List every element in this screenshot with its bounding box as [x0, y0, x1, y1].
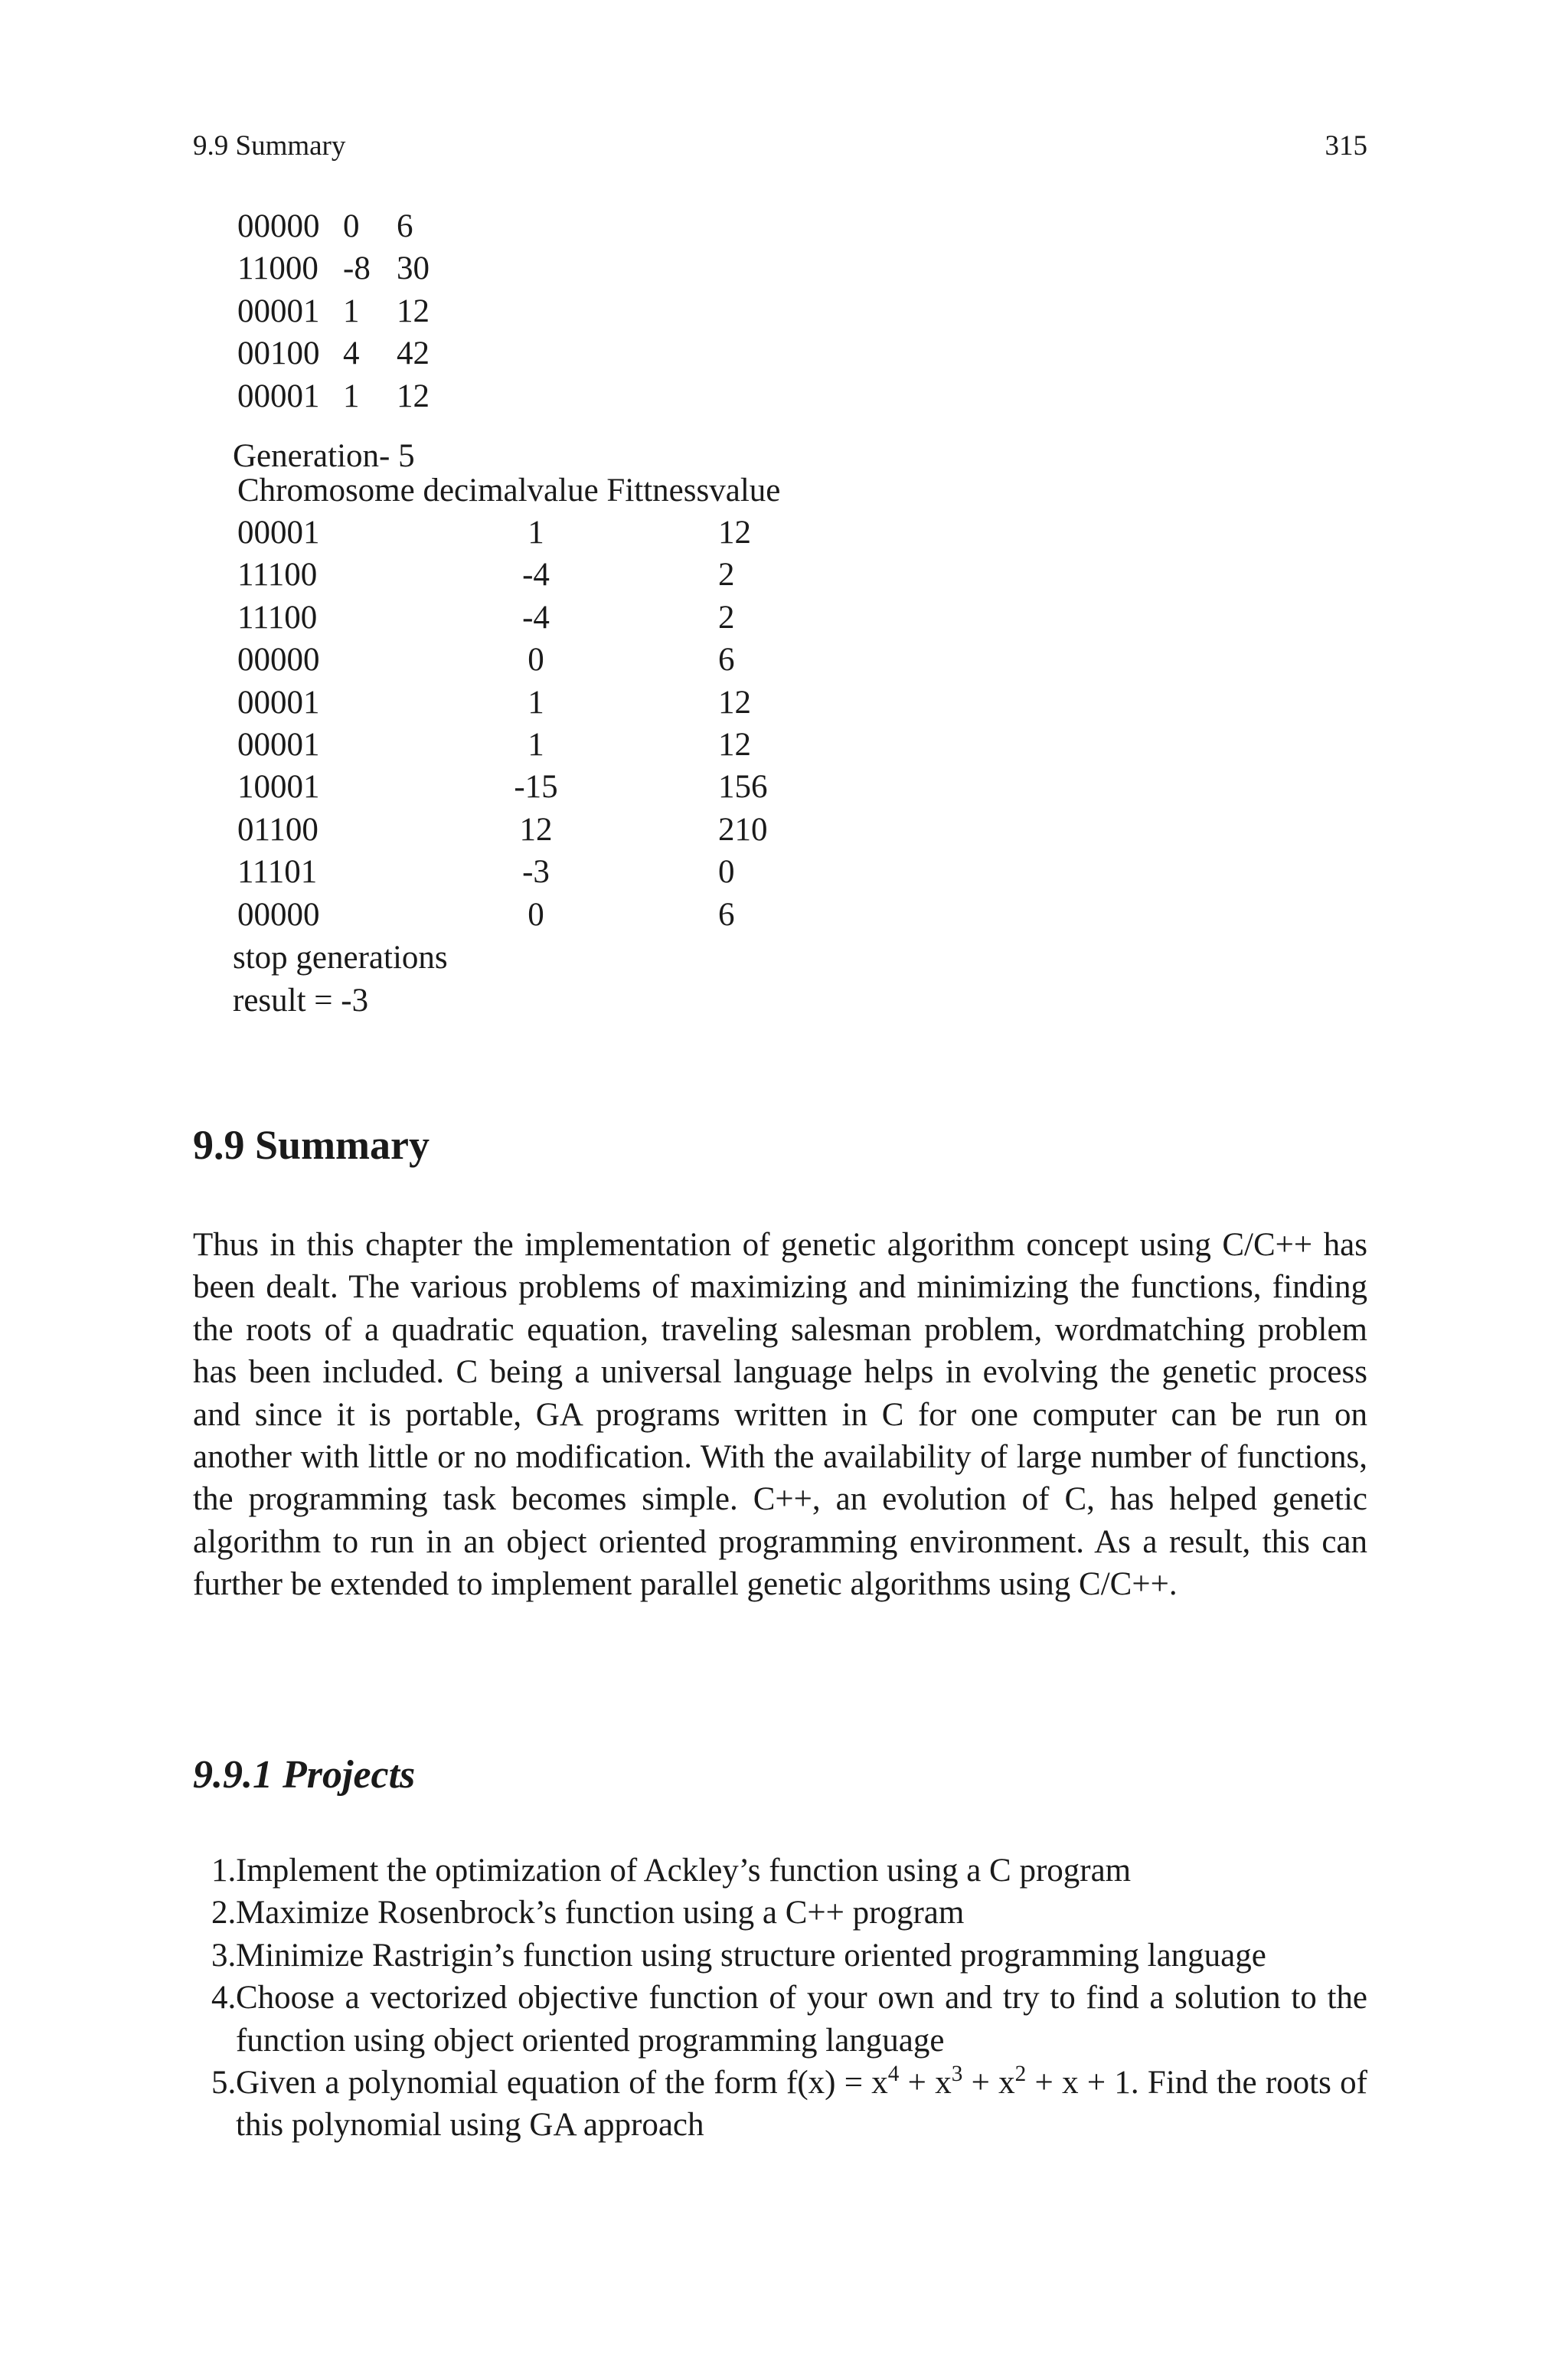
- formula-exponent: 4: [887, 2061, 900, 2086]
- chromosome-cell: 00000: [237, 208, 320, 244]
- formula-text: + x: [962, 2065, 1015, 2101]
- chromosome-cell: 00000: [237, 642, 320, 679]
- chromosome-cell: 00001: [237, 684, 320, 721]
- formula-text: + x: [899, 2065, 952, 2101]
- list-item-number: 4.: [211, 1980, 237, 2016]
- list-item-number: 1.: [211, 1853, 237, 1889]
- chromosome-cell: 10001: [237, 769, 320, 806]
- chromosome-cell: 01100: [237, 811, 318, 848]
- summary-paragraph: Thus in this chapter the implementation of genetic algorithm concept using C/C++ has been dealt. The various problems of maximizing and minimizing the functions, finding the roots of a quadratic equation, traveling salesman problem, wordmatching problem has been included. C being a universal language helps in evolving the genetic process and since it is portable, GA programs written in C for one computer can be run on another with little or no modification. With the availability of large number of functions, the programming task becomes simple. C++, an evolution of C, has helped genetic algorithm to run in an object oriented programming environment. As a result, this can further be extended to implement parallel genetic algorithms using C/C++.: [193, 1227, 1367, 1603]
- decimal-cell: 4: [343, 335, 360, 372]
- chromosome-cell: 00001: [237, 293, 320, 329]
- chromosome-cell: 00001: [237, 378, 320, 414]
- previous-generation-rows: [237, 205, 430, 417]
- chromosome-cell: 00100: [237, 335, 320, 372]
- chromosome-cell: 11100: [237, 557, 318, 594]
- decimal-cell: 1: [343, 293, 360, 329]
- decimal-cell: 0: [343, 208, 360, 244]
- subsection-heading: 9.9.1 Projects: [193, 1753, 416, 1797]
- table-row: 01100 12 210: [237, 809, 287, 851]
- section-heading: 9.9 Summary: [193, 1122, 430, 1168]
- table-row: 11101 -3 0: [237, 851, 287, 893]
- list-item: [211, 1935, 1367, 1977]
- list-item: [211, 1977, 1367, 2062]
- fitness-cell: 6: [718, 642, 735, 679]
- list-item-number: 5.: [211, 2065, 237, 2101]
- fitness-cell: 0: [718, 854, 735, 891]
- running-head: [193, 127, 1367, 165]
- chromosome-cell: 11000: [237, 250, 318, 287]
- list-item-text: Maximize Rosenbrock’s function using a C++ program: [236, 1895, 965, 1931]
- formula-exponent: 2: [1014, 2061, 1027, 2086]
- list-item-text: Minimize Rastrigin’s function using structure oriented programming language: [236, 1937, 1266, 1974]
- fitness-cell: 12: [718, 684, 751, 721]
- decimal-cell: -8: [343, 250, 371, 287]
- fitness-cell: 210: [718, 811, 768, 848]
- table-row: [237, 290, 430, 332]
- list-item: [211, 2062, 1367, 2147]
- generation-table: [237, 512, 768, 936]
- chromosome-cell: 11101: [237, 854, 318, 891]
- list-item-number: 3.: [211, 1937, 237, 1974]
- formula-exponent: 3: [951, 2061, 963, 2086]
- table-row: [237, 375, 430, 417]
- running-head-section: 9.9 Summary: [193, 130, 346, 162]
- list-item-number: 2.: [211, 1895, 237, 1931]
- fitness-cell: 156: [718, 769, 768, 806]
- fitness-cell: 12: [718, 726, 751, 763]
- decimal-cell: 1: [343, 378, 360, 414]
- generation-column-header: Chromosome decimalvalue Fittnessvalue: [237, 473, 781, 509]
- table-row: [237, 247, 430, 289]
- chromosome-cell: 11100: [237, 599, 318, 636]
- table-row: 00000 0 6: [237, 639, 287, 681]
- fitness-cell: 2: [718, 557, 735, 594]
- list-item: [211, 1892, 1367, 1934]
- table-row: 00001 1 12: [237, 682, 287, 724]
- fitness-cell: 6: [397, 208, 413, 244]
- table-row: 00001 1 12: [237, 512, 287, 554]
- fitness-cell: 12: [397, 378, 430, 414]
- result-text: result = -3: [233, 983, 369, 1019]
- table-row: [237, 332, 430, 374]
- list-item-text: [236, 2062, 1367, 2147]
- formula-text: Given a polynomial equation of the form f(x) = x: [236, 2065, 888, 2101]
- fitness-cell: 30: [397, 250, 430, 287]
- fitness-cell: 12: [397, 293, 430, 329]
- stop-generations-text: stop generations: [233, 940, 448, 976]
- table-row: 11100 -4 2: [237, 554, 287, 596]
- projects-list: [211, 1850, 1367, 2147]
- table-row: 10001 -15 156: [237, 766, 287, 808]
- fitness-cell: 42: [397, 335, 430, 372]
- list-item-text: Choose a vectorized objective function of your own and try to find a solution to the function using object oriented programming language: [236, 1980, 1367, 2059]
- page-number: 315: [1325, 130, 1367, 162]
- chromosome-cell: 00001: [237, 515, 320, 551]
- table-row: 00000 0 6: [237, 894, 287, 936]
- chromosome-cell: 00001: [237, 726, 320, 763]
- generation-title: Generation- 5: [233, 438, 415, 474]
- table-row: 11100 -4 2: [237, 597, 287, 639]
- fitness-cell: 12: [718, 515, 751, 551]
- fitness-cell: 6: [718, 896, 735, 933]
- formula-text: + x + 1. Find the roots of this polynomial using GA approach: [236, 2065, 1367, 2144]
- table-row: [237, 205, 413, 247]
- table-row: 00001 1 12: [237, 724, 287, 766]
- list-item-text: Implement the optimization of Ackley’s function using a C program: [236, 1853, 1132, 1889]
- chromosome-cell: 00000: [237, 896, 320, 933]
- fitness-cell: 2: [718, 599, 735, 636]
- list-item: [211, 1850, 1367, 1892]
